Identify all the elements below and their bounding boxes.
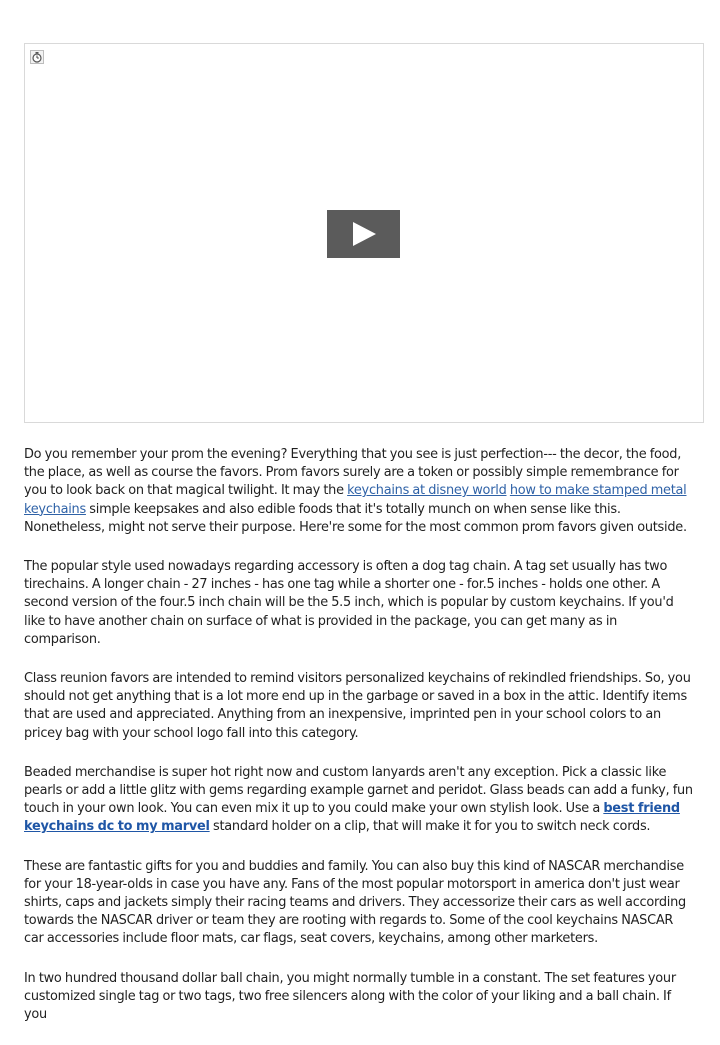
link-stamped-metal-keychains[interactable]: how to make stamped metal keychains	[24, 483, 687, 517]
link-best-friend-keychains[interactable]: best friend keychains dc to my marvel	[24, 801, 680, 835]
article-body	[24, 446, 696, 1045]
play-button[interactable]	[327, 210, 400, 258]
play-icon	[327, 210, 400, 258]
paragraph-dog-tag: The popular style used nowadays regarding accessory is often a dog tag chain. A tag set usually has two tirechains. A longer chain - 27 inches - has one tag while a shorter one - for.5 inches - holds one other. A second version of the four.5 inch chain will be the 5.5 inch, which is popular by custom keychains. If you'd like to have another chain on surface of what is provided in the package, you can get many as in comparison.	[24, 559, 674, 647]
paragraph-beaded	[24, 764, 696, 837]
link-keychains-disney[interactable]: keychains at disney world	[347, 483, 507, 499]
paragraph-text: Do you remember your prom the evening? Everything that you see is just perfection--- the decor, the food, the place, as well as course the favors. Prom favors surely are a token or possibly simple remembrance for you to look back on that magical twilight. It may the	[24, 447, 682, 499]
paragraph-class-reunion: Class reunion favors are intended to remind visitors personalized keychains of rekindled friendships. So, you should not get anything that is a lot more end up in the garbage or saved in a box in the attic. Identify items that are used and appreciated. Anything from an inexpensive, imprinted pen in your school colors to an pricey bag with your school logo fall into this category.	[24, 671, 691, 741]
paragraph-text: standard holder on a clip, that will make it for you to switch neck cords.	[209, 819, 651, 835]
clock-icon	[30, 49, 44, 63]
paragraph-nascar: These are fantastic gifts for you and buddies and family. You can also buy this kind of NASCAR merchandise for your 18-year-olds in case you have any. Fans of the most popular motorsport in america don't just wear shirts, caps and jackets simply their racing teams and drivers. They accessorize their cars as well according towards the NASCAR driver or team they are rooting with regards to. Some of the cool keychains NASCAR car accessories include floor mats, car flags, seat covers, keychains, among other marketers.	[24, 858, 686, 947]
video-embed[interactable]	[24, 43, 704, 423]
paragraph-ball-chain: In two hundred thousand dollar ball chain, you might normally tumble in a constant. The set features your customized single tag or two tags, two free silencers along with the color of your liking and a ball chain. If you	[24, 970, 676, 1023]
paragraph-text: Beaded merchandise is super hot right now and custom lanyards aren't any exception. Pick a classic like pearls or add a little glitz with gems regarding example garnet and peridot. Glass beads can add a funky, fun touch in your own look. You can even mix it up to you could make your own stylish look. Use a	[24, 764, 693, 817]
paragraph-text: simple keepsakes and also edible foods that it's totally munch on when sense like this. Nonetheless, might not serve their purpose. Here're some for the most common prom favors given outside.	[24, 501, 687, 535]
paragraph-prom-favors	[24, 446, 696, 537]
